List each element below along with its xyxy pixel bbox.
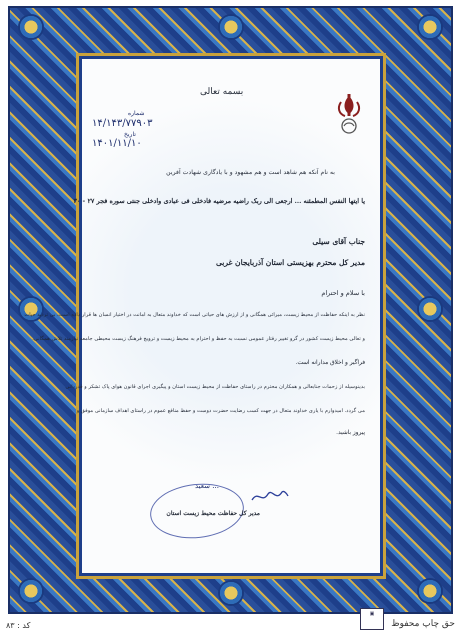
- quran-verse: یا ایتها النفس المطمئنه ... ارجعی الی ربک راضیه مرضیه فادخلی فی عبادی وادخلی جنتی سوره فجر ۲۷ - ۳۰: [73, 197, 365, 205]
- border-medallion: [417, 296, 443, 322]
- border-medallion: [218, 14, 244, 40]
- ref-label: شماره: [128, 110, 145, 117]
- body-line: و تعالی محیط زیست کشور در گرو تغییر رفتار عمومی نسبت به حفظ و احترام به محیط زیست و ترویج فرهنگ زیست محیطی جامعه نیازمند تلاش همگانی،: [32, 336, 365, 342]
- border-medallion: [218, 580, 244, 606]
- signature-mark: [250, 486, 290, 506]
- signatory-title: مدیر کل حفاظت محیط زیست استان: [166, 510, 260, 517]
- body-line: نظر به اینکه حفاظت از محیط زیست، میراثی همگانی و از ارزش های حیاتی است که خداوند متعال به امانت در اختیار انسان ها قرار داده است، بی تردید حیات: [24, 312, 365, 318]
- body-line: پیروز باشید.: [336, 430, 365, 436]
- ref-number: ۱۴/۱۴۳/۷۷۹۰۳: [92, 118, 153, 129]
- body-line: فراگیر و اخلاق مدارانه است.: [295, 360, 365, 366]
- addressee-title: مدیر کل محترم بهزیستی استان آذربایجان غربی: [216, 258, 365, 267]
- border-medallion: [18, 578, 44, 604]
- date-label: تاریخ: [124, 131, 136, 138]
- border-medallion: [417, 578, 443, 604]
- border-medallion: [18, 14, 44, 40]
- footer-rights: حق چاپ محفوظ: [391, 619, 455, 629]
- header-bismillah: بسمه تعالی: [200, 87, 244, 97]
- border-medallion: [417, 14, 443, 40]
- publisher-logo-icon: ▣: [360, 608, 384, 630]
- border-medallion: [18, 296, 44, 322]
- footer-code: کد : ۸۳: [6, 621, 31, 630]
- greeting: با سلام و احترام: [321, 289, 365, 297]
- body-line: می گردد. امیدوارم با یاری خداوند متعال در جهت کسب رضایت حضرت دوست و حفظ منافع عموم در راستای اهداف سازمانی موفق و: [76, 408, 365, 414]
- signatory-name: سعید ...: [195, 482, 219, 490]
- addressee-name: جناب آقای سیلی: [312, 237, 365, 246]
- body-line: بدینوسیله از زحمات جنابعالی و همکاران محترم در راستای حفاظت از محیط زیست استان و پیگیری اجرای قانون هوای پاک تشکر و قدردانی: [65, 384, 365, 390]
- invocation-line: به نام آنکه هم شاهد است و هم مشهود و با یادگاری شهادت آفرین: [166, 169, 335, 176]
- date-value: ۱۴۰۱/۱۱/۱۰: [92, 138, 142, 149]
- iran-emblem-icon: [330, 92, 368, 136]
